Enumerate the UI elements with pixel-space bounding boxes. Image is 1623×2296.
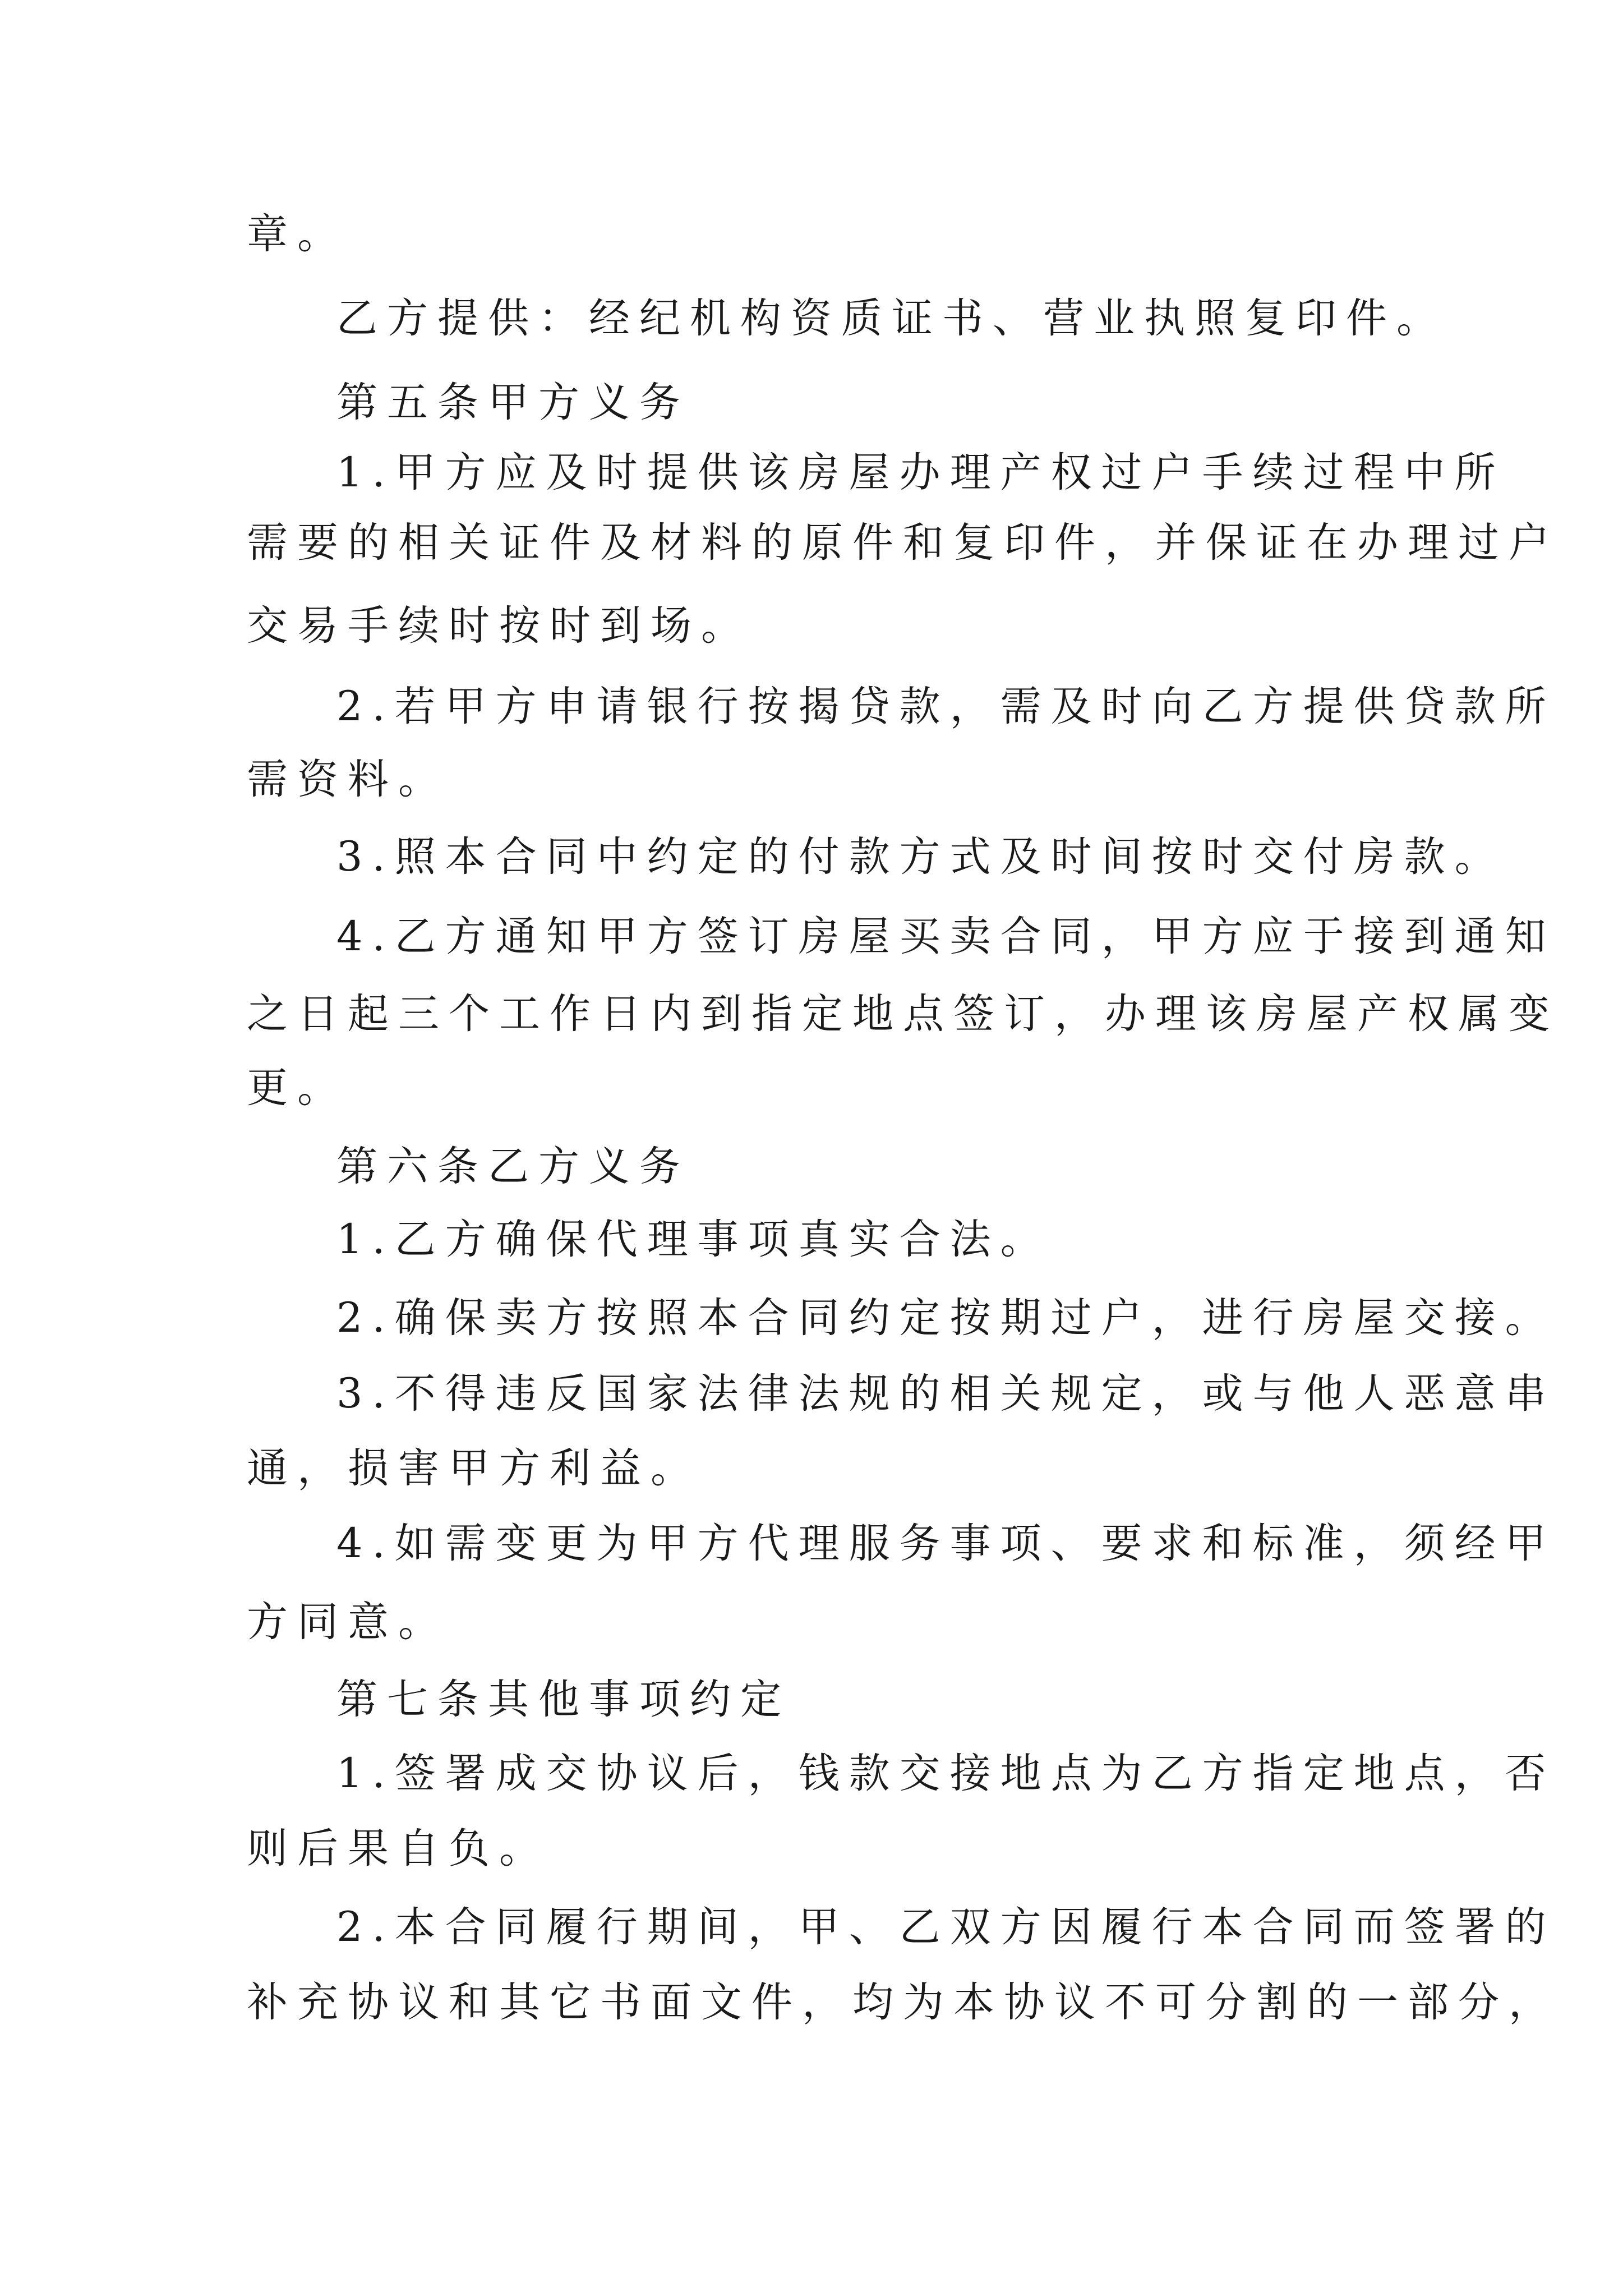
text-line: 需要的相关证件及材料的原件和复印件，并保证在办理过户 <box>247 519 1559 567</box>
text-line: 1.乙方确保代理事项真实合法。 <box>336 1216 1051 1263</box>
text-line: 更。 <box>247 1064 348 1112</box>
text-line: 3.照本合同中约定的付款方式及时间按时交付房款。 <box>336 833 1505 881</box>
text-line: 4.如需变更为甲方代理服务事项、要求和标准，须经甲 <box>336 1520 1556 1567</box>
text-line: 需资料。 <box>247 756 449 803</box>
text-line: 1.签署成交协议后，钱款交接地点为乙方指定地点，否 <box>336 1750 1556 1797</box>
text-line: 1.甲方应及时提供该房屋办理产权过户手续过程中所 <box>336 449 1505 496</box>
text-line: 2.若甲方申请银行按揭贷款，需及时向乙方提供贷款所 <box>336 683 1556 730</box>
text-line: 之日起三个工作日内到指定地点签订，办理该房屋产权属变 <box>247 990 1559 1038</box>
text-line: 补充协议和其它书面文件，均为本协议不可分割的一部分， <box>247 1978 1559 2026</box>
text-line: 乙方提供：经纪机构资质证书、营业执照复印件。 <box>336 295 1447 342</box>
section-heading: 第六条乙方义务 <box>336 1143 690 1190</box>
text-line: 4.乙方通知甲方签订房屋买卖合同，甲方应于接到通知 <box>336 913 1556 960</box>
text-line: 2.确保卖方按照本合同约定按期过户，进行房屋交接。 <box>336 1294 1556 1342</box>
section-heading: 第五条甲方义务 <box>336 379 690 426</box>
text-line: 交易手续时按时到场。 <box>247 602 751 650</box>
section-heading: 第七条其他事项约定 <box>336 1676 791 1723</box>
text-line: 2.本合同履行期间，甲、乙双方因履行本合同而签署的 <box>336 1903 1556 1951</box>
text-line: 章。 <box>247 210 348 258</box>
text-line: 方同意。 <box>247 1598 449 1646</box>
text-line: 通，损害甲方利益。 <box>247 1444 701 1492</box>
text-line: 则后果自负。 <box>247 1825 550 1872</box>
text-line: 3.不得违反国家法律法规的相关规定，或与他人恶意串 <box>336 1370 1556 1418</box>
